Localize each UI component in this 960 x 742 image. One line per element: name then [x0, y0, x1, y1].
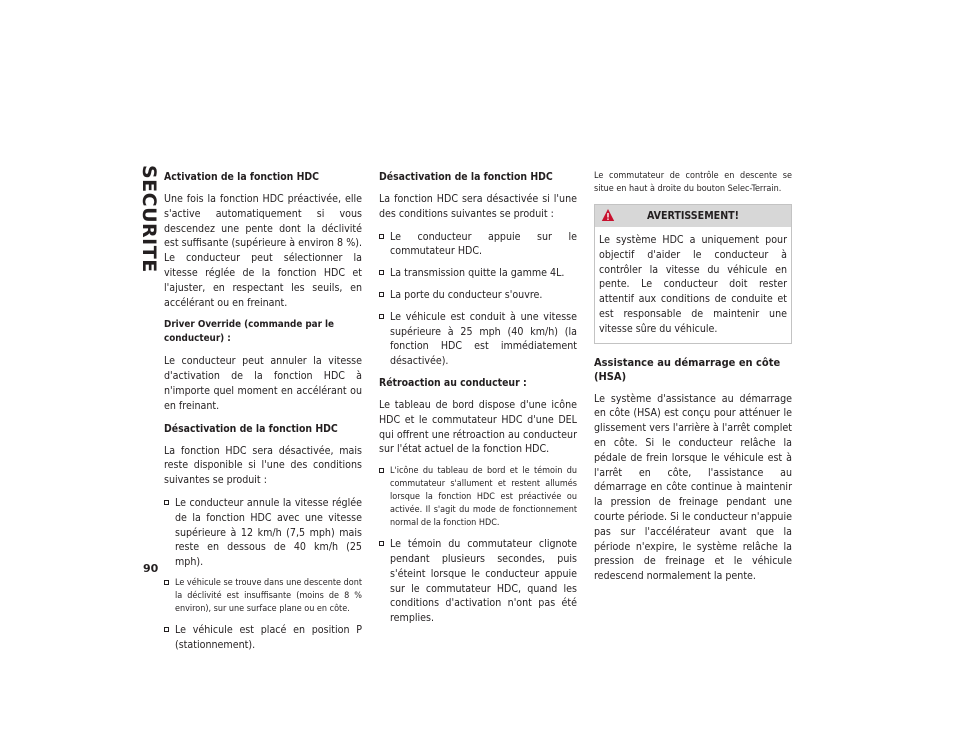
column-middle — [379, 170, 577, 633]
column-left — [164, 170, 362, 660]
list-item — [379, 288, 577, 303]
checkbox-bullet-icon — [164, 627, 169, 632]
checkbox-bullet-icon — [164, 500, 169, 505]
checkbox-bullet-icon — [379, 541, 384, 546]
warning-header — [595, 205, 791, 227]
list-item — [379, 266, 577, 281]
heading-deactivation: Désactivation de la fonction HDC — [379, 171, 553, 183]
list-item-text: L'icône du tableau de bord et le témoin du commutateur s'allument et restent allumés lorsque la fonction HDC est préactivée ou activée. Il s'agit du mode de fonctionnement normal de la fonction HDC. — [390, 466, 577, 529]
list-item-text: Le véhicule se trouve dans une descente dont la déclivité est insuffisante (moins de 8 % environ), sur une surface plane ou en côte. — [175, 577, 362, 614]
list-item-text: Le conducteur annule la vitesse réglée de la fonction HDC avec une vitesse supérieure à 12 km/h (7,5 mph) mais reste en dessous de 40 km/h (25 mph). — [175, 496, 362, 569]
checkbox-bullet-icon — [379, 468, 384, 473]
list-item-text: Le conducteur appuie sur le commutateur HDC. — [390, 230, 577, 258]
list-item-text: La porte du conducteur s'ouvre. — [390, 288, 543, 301]
bullet-list-feedback — [379, 465, 577, 626]
paragraph-hill-start-assist: Le système d'assistance au démarrage en côte (HSA) est conçu pour atténuer le glissement vers l'arrière à l'arrêt complet en côte. Si le conducteur relâche la pédale de frein lorsque le véhicule est à l'arrêt en côte, l'assistance au démarrage en côte continue à maintenir la pression de freinage pendant une courte période. Si le conducteur n'appuie pas sur l'accélérateur avant que la période n'expire, le système relâche la pression de freinage et le véhicule redescend normalement la pente. — [594, 392, 792, 583]
list-item — [164, 577, 362, 616]
checkbox-bullet-icon — [379, 314, 384, 319]
list-item — [379, 230, 577, 260]
checkbox-bullet-icon — [379, 234, 384, 239]
list-item-text: Le véhicule est placé en position P (stationnement). — [175, 623, 362, 651]
heading-driver-feedback: Rétroaction au conducteur : — [379, 376, 527, 389]
paragraph-deactivation: La fonction HDC sera désactivée si l'une des conditions suivantes se produit : — [379, 193, 577, 220]
bullet-list-deactivation — [379, 230, 577, 369]
paragraph-driver-override: Le conducteur peut annuler la vitesse d'activation de la fonction HDC à n'importe quel moment en accélérant ou en freinant. — [164, 355, 362, 412]
paragraph-deactivation-available: La fonction HDC sera désactivée, mais reste disponible si l'une des conditions suivantes se produit : — [164, 444, 362, 487]
list-item — [164, 623, 362, 653]
list-item — [164, 496, 362, 570]
list-item — [379, 465, 577, 530]
paragraph-switch-location: Le commutateur de contrôle en descente se situe en haut à droite du bouton Selec-Terrain. — [594, 171, 792, 194]
list-item — [379, 537, 577, 626]
paragraph-driver-feedback: Le tableau de bord dispose d'une icône HDC et le commutateur HDC d'une DEL qui offrent une rétroaction au conducteur sur l'état actuel de la fonction HDC. — [379, 398, 577, 456]
checkbox-bullet-icon — [164, 580, 169, 585]
list-item-text: Le véhicule est conduit à une vitesse supérieure à 25 mph (40 km/h) (la fonction HDC est immédiatement désactivée). — [390, 310, 577, 368]
column-right — [594, 170, 792, 592]
checkbox-bullet-icon — [379, 270, 384, 275]
warning-title: AVERTISSEMENT! — [646, 210, 740, 222]
paragraph-activation: Une fois la fonction HDC préactivée, elle s'active automatiquement si vous descendez une pente dont la déclivité est suffisante (supérieure à environ 8 %). Le conducteur peut sélectionner la vitesse réglée de la fonction HDC et l'ajuster, en respectant les seuils, en accélérant ou en freinant. — [164, 193, 362, 309]
warning-text: Le système HDC a uniquement pour objectif d'aider le conducteur à contrôler la vitesse du véhicule en pente. Le conducteur doit rester attentif aux conditions de conduite et est responsable de maintenir une vitesse sûre du véhicule. — [599, 234, 787, 335]
page-number: 90 — [143, 562, 159, 575]
warning-triangle-icon — [601, 208, 615, 222]
bullet-list-deactivation-available — [164, 496, 362, 653]
heading-driver-override: Driver Override (commande par le conducteur) : — [164, 319, 335, 345]
heading-hill-start-assist: Assistance au démarrage en côte (HSA) — [594, 355, 781, 383]
warning-box — [594, 204, 792, 344]
list-item — [379, 310, 577, 369]
section-tab-label: SECURITE — [138, 165, 160, 273]
section-tab — [140, 165, 158, 555]
checkbox-bullet-icon — [379, 292, 384, 297]
list-item-text: La transmission quitte la gamme 4L. — [390, 267, 565, 280]
list-item-text: Le témoin du commutateur clignote pendant plusieurs secondes, puis s'éteint lorsque le conducteur appuie sur le commutateur HDC, quand les conditions d'activation n'ont pas été remplies. — [390, 538, 577, 625]
heading-activation: Activation de la fonction HDC — [164, 171, 320, 183]
heading-deactivation-available: Désactivation de la fonction HDC — [164, 422, 338, 435]
